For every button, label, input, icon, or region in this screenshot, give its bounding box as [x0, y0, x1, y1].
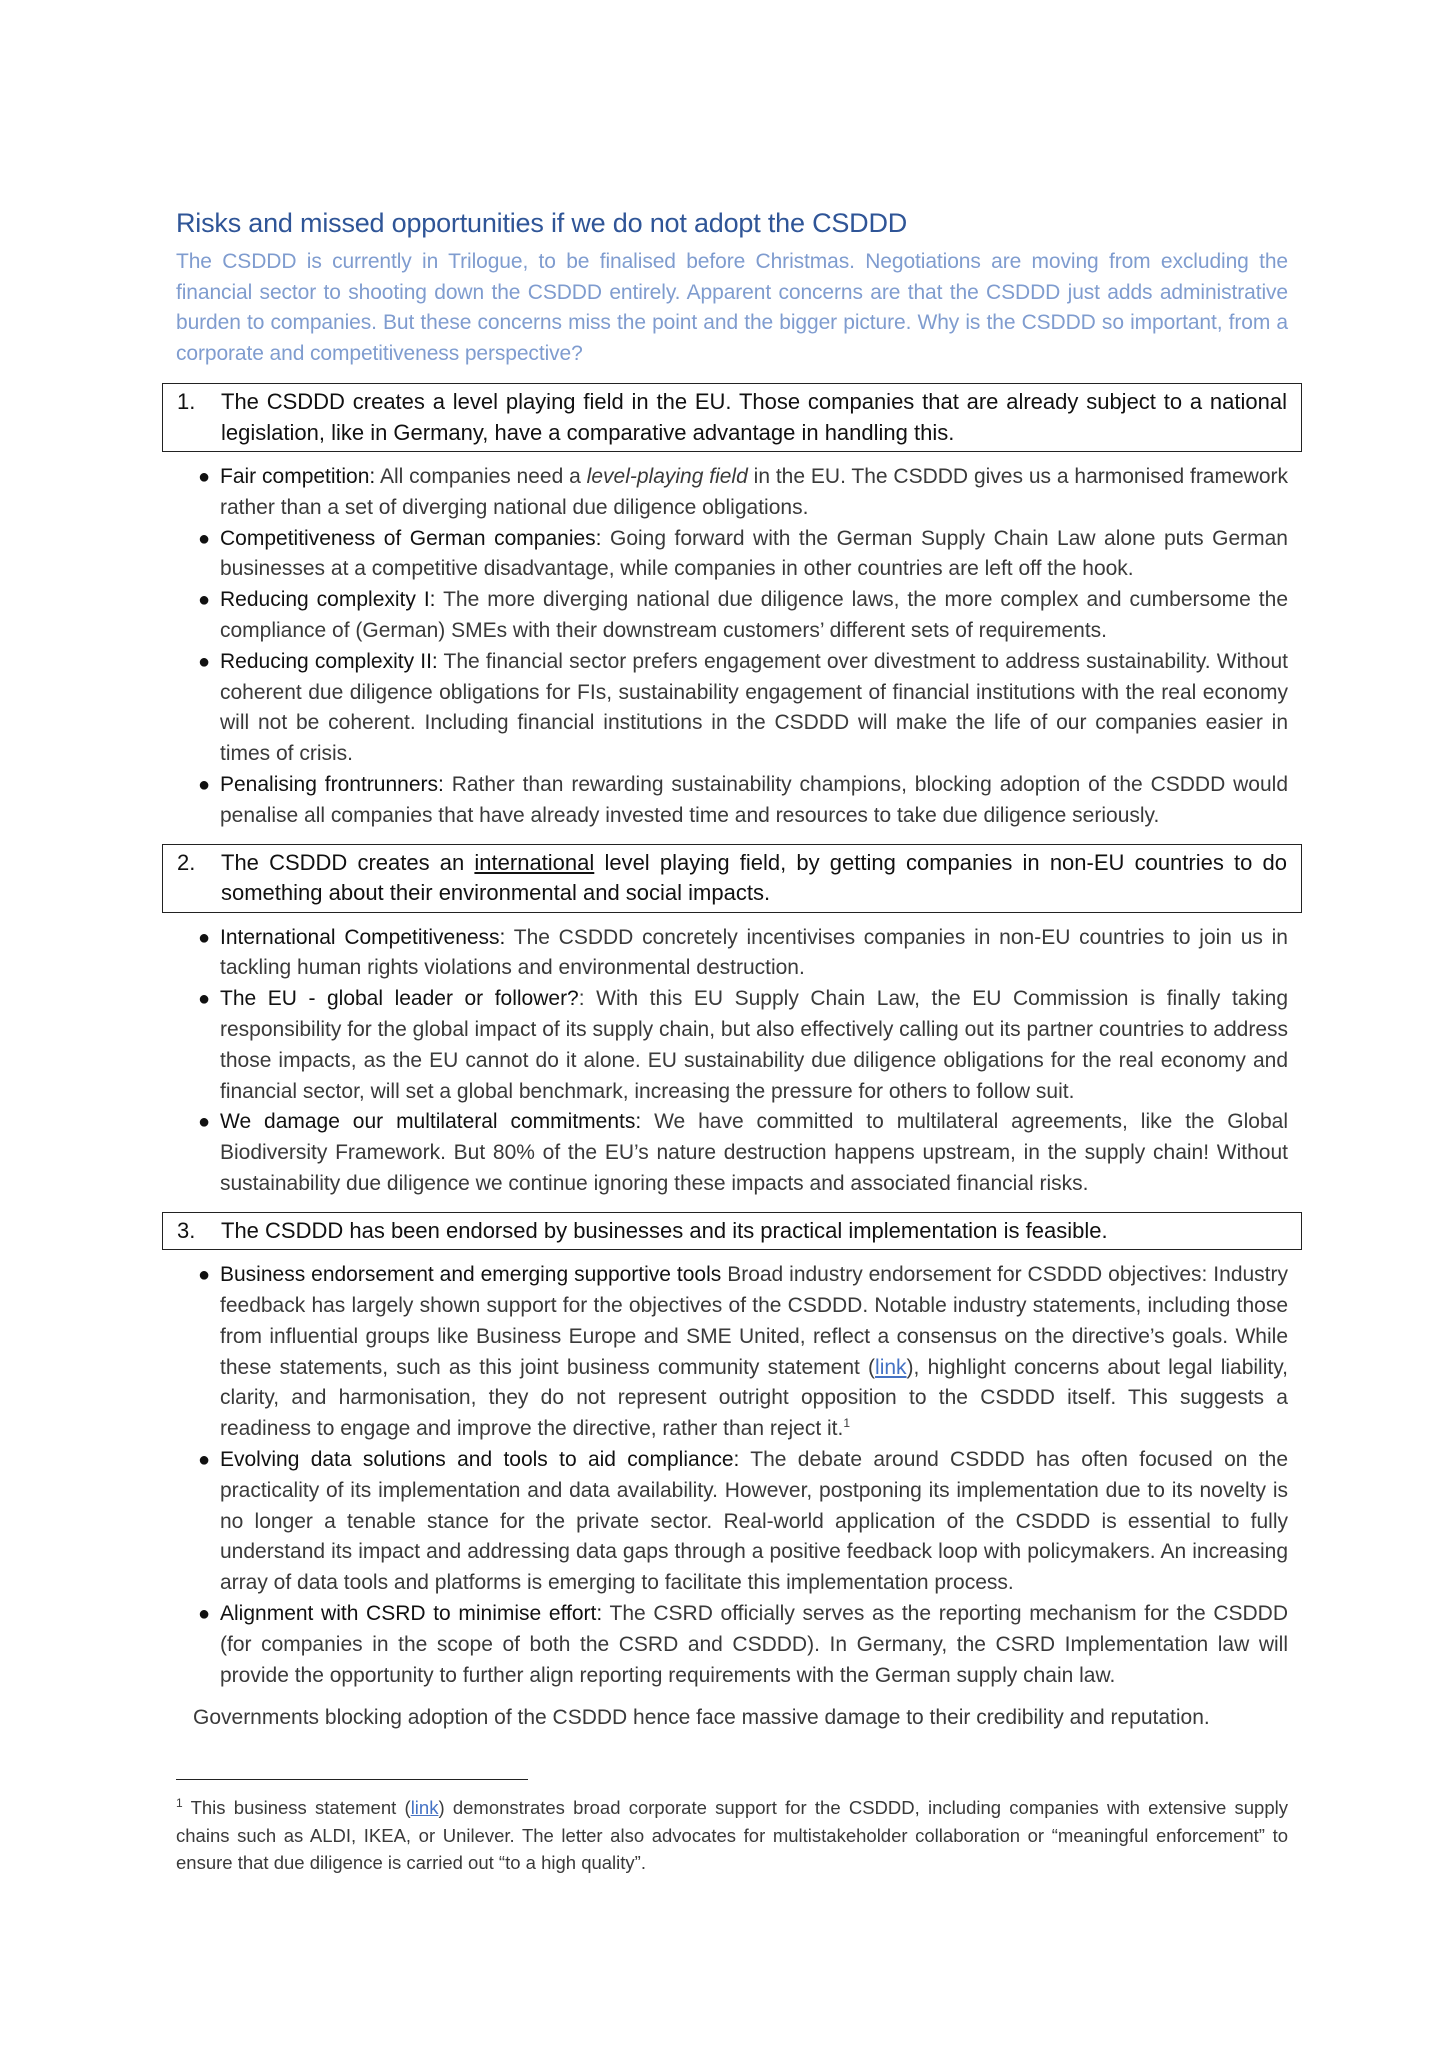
intro-paragraph: The CSDDD is currently in Trilogue, to be finalised before Christmas. Negotiations are moving from excluding the financial sector to shooting down the CSDDD entirely. Apparent concerns are that the CSDDD just adds administrative burden to companies. But these concerns miss the point and the bigger picture. Why is the CSDDD so important, from a corporate and competitiveness perspective? [176, 250, 1288, 365]
underlined-text: international [474, 849, 595, 875]
footnote-divider [176, 1779, 528, 1780]
list-item: ● Reducing complexity I: The more diverging national due diligence laws, the more complex and cumbersome the compliance of (German) SMEs with their downstream customers’ different sets of requirements. [176, 585, 1288, 647]
closing-statement: Governments blocking adoption of the CSDDD hence face massive damage to their credibility and reputation. [193, 1706, 1210, 1730]
footnote: $^1$ This business statement (link) demonstrates broad corporate support for the CSDDD, including companies with extensive supply chains such as ALDI, IKEA, or Unilever. The letter also advocates for multistakeholder collaboration or “meaningful enforcement” to ensure that due diligence is carried out “to a high quality”. [176, 1795, 1288, 1873]
section-number: 3. [177, 1217, 196, 1243]
bullet-icon: ● [198, 589, 211, 612]
bullet-lead: Business endorsement and emerging supportive tools [220, 1263, 722, 1287]
bullet-icon: ● [198, 650, 211, 673]
list-item: ● Reducing complexity II: The financial sector prefers engagement over divestment to address sustainability. Without coherent due diligence obligations for FIs, sustainability engagement of financial institutions with the real economy will not be coherent. Including financial institutions in the CSDDD will make the life of our companies easier in times of crisis. [176, 647, 1288, 770]
bullet-icon: ● [198, 988, 211, 1011]
bullet-lead: Evolving data solutions and tools to aid compliance: [220, 1448, 740, 1472]
list-item: ● Alignment with CSRD to minimise effort: The CSRD officially serves as the reporting mechanism for the CSDDD (for companies in the scope of both the CSRD and CSDDD). In Germany, the CSRD Implementation law will provide the opportunity to further align reporting requirements with the German supply chain law. [176, 1599, 1288, 1691]
bullet-icon: ● [198, 466, 211, 488]
list-item: ● Fair competition: All companies need a level-playing field in the EU. The CSDDD gives us a harmonised framework rather than a set of diverging national due diligence obligations. [176, 462, 1288, 524]
bullet-lead: We damage our multilateral commitments: [220, 1110, 642, 1134]
list-item: ● Business endorsement and emerging supportive tools Broad industry endorsement for CSDDD objectives: Industry feedback has largely shown support for the objectives of the CSDDD. Notable industry statements, including those from influential groups like Business Europe and SME United, reflect a consensus on the directive’s goals. While these statements, such as this joint business community statement (link), highlight concerns about legal liability, clarity, and harmonisation, they do not represent outright opposition to the CSDDD itself. This suggests a readiness to engage and improve the directive, rather than reject it.$^1$ [176, 1260, 1288, 1445]
bullet-lead: Alignment with CSRD to minimise effort: [220, 1602, 603, 1625]
list-item: ● The EU - global leader or follower?: With this EU Supply Chain Law, the EU Commission is finally taking responsibility for the global impact of its supply chain, but also effectively calling out its partner countries to address those impacts, as the EU cannot do it alone. EU sustainability due diligence obligations for the real economy and financial sector, will set a global benchmark, increasing the pressure for others to follow suit. [176, 984, 1288, 1107]
footnote-link[interactable]: link [410, 1797, 439, 1818]
section-2-bullet-list [176, 923, 1288, 1200]
statement-link[interactable]: link [875, 1355, 907, 1379]
section-title: The CSDDD has been endorsed by businesses and its practical implementation is feasible. [221, 1217, 1108, 1243]
bullet-icon: ● [198, 926, 211, 949]
emphasis-text: level-playing field [586, 465, 748, 488]
list-item: ● We damage our multilateral commitments: We have committed to multilateral agreements, like the Global Biodiversity Framework. But 80% of the EU’s nature destruction happens upstream, in the supply chain! Without sustainability due diligence we continue ignoring these impacts and associated financial risks. [176, 1107, 1288, 1199]
section-title: The CSDDD creates an international level playing field, by getting companies in non-EU countries to do something about their environmental and social impacts. [221, 849, 1287, 906]
section-3-bullet-list [176, 1260, 1288, 1691]
bullet-icon: ● [198, 527, 211, 550]
bullet-lead: Penalising frontrunners: [220, 772, 444, 796]
section-1-heading-box [162, 383, 1302, 452]
list-item: ● Penalising frontrunners: Rather than rewarding sustainability champions, blocking adoption of the CSDDD would penalise all companies that have already invested time and resources to take due diligence seriously. [176, 770, 1288, 832]
bullet-lead: The EU - global leader or follower? [220, 987, 579, 1011]
bullet-lead: Fair competition: [220, 465, 376, 488]
section-number: 2. [177, 849, 196, 875]
footnote-marker: 1 [176, 1795, 183, 1810]
bullet-icon: ● [198, 1603, 211, 1625]
page-heading: Risks and missed opportunities if we do not adopt the CSDDD [176, 208, 908, 238]
section-number: 1. [177, 389, 196, 414]
bullet-lead: Reducing complexity II: [220, 649, 438, 673]
bullet-lead: Reducing complexity I: [220, 588, 436, 612]
section-1-bullet-list [176, 462, 1288, 832]
list-item: ● Competitiveness of German companies: Going forward with the German Supply Chain Law alone puts German businesses at a competitive disadvantage, while companies in other countries are left off the hook. [176, 524, 1288, 586]
section-2-heading-box [162, 844, 1302, 913]
list-item: ● Evolving data solutions and tools to aid compliance: The debate around CSDDD has often focused on the practicality of its implementation and data availability. However, postponing its implementation due to its novelty is no longer a tenable stance for the private sector. Real-world application of the CSDDD is essential to fully understand its impact and addressing data gaps through a positive feedback loop with policymakers. An increasing array of data tools and platforms is emerging to facilitate this implementation process. [176, 1445, 1288, 1599]
document-page [176, 208, 1288, 1733]
bullet-icon: ● [198, 1264, 211, 1287]
bullet-icon: ● [198, 1111, 211, 1134]
footnote-reference[interactable]: 1 [843, 1416, 851, 1431]
section-title: The CSDDD creates a level playing field in the EU. Those companies that are already subject to a national legislation, like in Germany, have a comparative advantage in handling this. [221, 389, 1287, 445]
list-item: ● International Competitiveness: The CSDDD concretely incentivises companies in non-EU countries to join us in tackling human rights violations and environmental destruction. [176, 923, 1288, 985]
bullet-icon: ● [198, 1449, 211, 1472]
section-3-heading-box [162, 1212, 1302, 1251]
bullet-lead: International Competitiveness: [220, 925, 506, 949]
bullet-icon: ● [198, 773, 211, 796]
bullet-lead: Competitiveness of German companies: [220, 526, 602, 550]
